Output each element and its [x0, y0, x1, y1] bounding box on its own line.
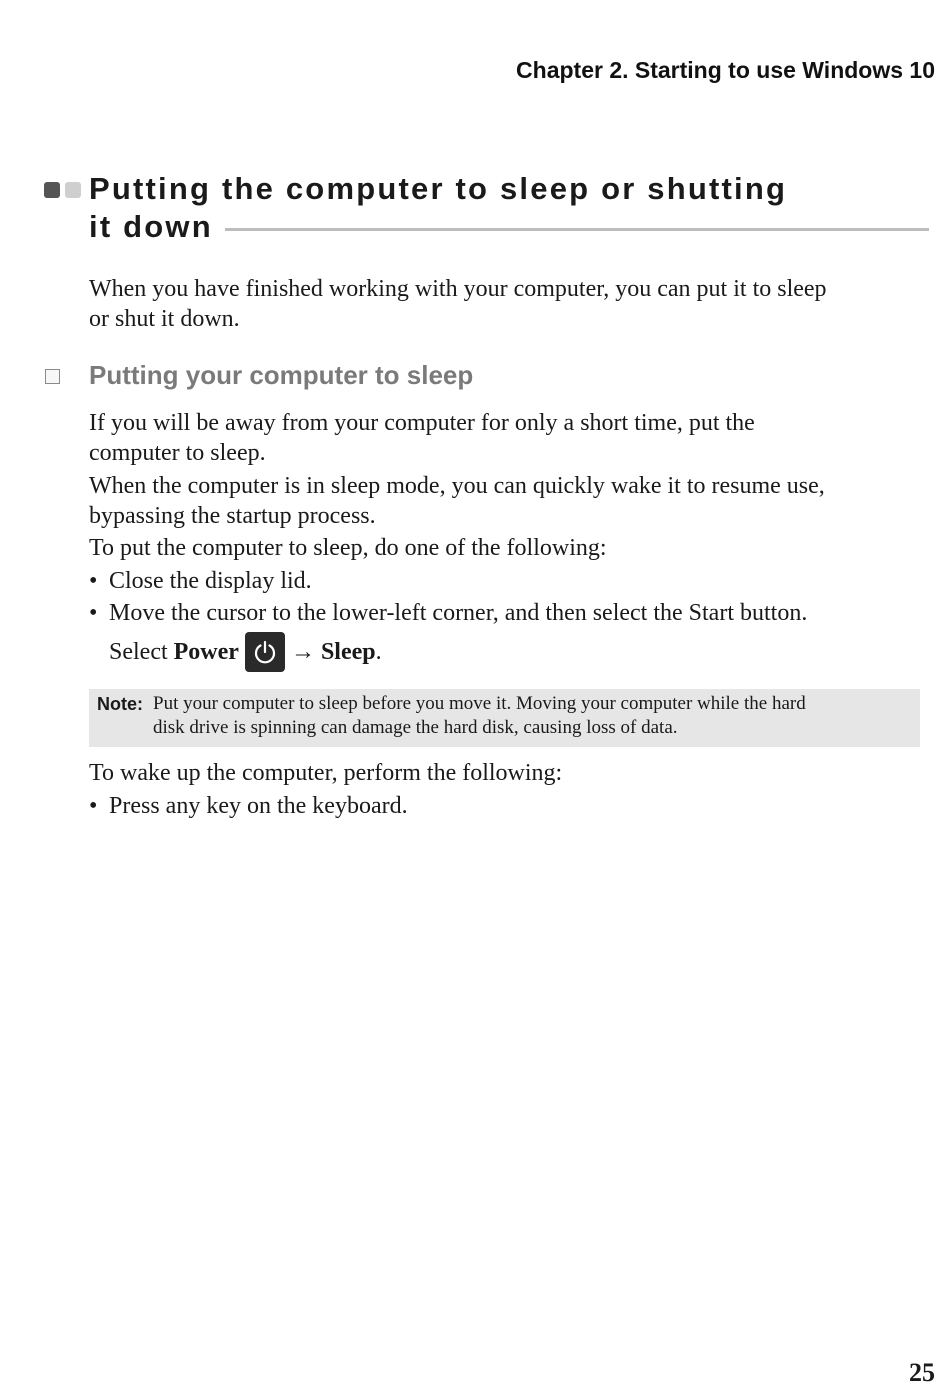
section-title-line2: it down: [89, 209, 213, 244]
intro-paragraph: When you have finished working with your computer, you can put it to sleep or shut it down.: [89, 276, 827, 332]
running-head: Chapter 2. Starting to use Windows 10: [516, 57, 935, 83]
subsection-marker-icon: [45, 369, 60, 384]
list-item: • Close the display lid.: [89, 568, 312, 594]
note-text: Put your computer to sleep before you move it. Moving your computer while the hard disk drive is spinning can damage the hard disk, causing loss of data.: [153, 693, 806, 738]
bullet-icon: •: [89, 568, 98, 594]
page-number: 25: [909, 1358, 935, 1387]
note-box: [89, 689, 920, 747]
wake-paragraph: To wake up the computer, perform the following:: [89, 760, 563, 786]
select-power-instruction: Select Power → Sleep .: [109, 632, 382, 672]
sleep-paragraph-3: To put the computer to sleep, do one of the following:: [89, 535, 607, 561]
title-rule: [225, 228, 929, 231]
subsection-heading: Putting your computer to sleep: [89, 360, 474, 390]
bullet-icon: •: [89, 793, 98, 819]
note-label: Note:: [97, 694, 143, 714]
arrow-icon: →: [290, 639, 315, 665]
section-title: [89, 170, 929, 246]
section-title-line1: Putting the computer to sleep or shutting: [89, 171, 788, 206]
power-icon: [245, 632, 285, 672]
list-item: • Move the cursor to the lower-left corner, and then select the Start button.: [89, 600, 808, 626]
bullet-icon: •: [89, 600, 98, 626]
sleep-paragraph-1: If you will be away from your computer for only a short time, put the computer to sleep.: [89, 410, 755, 466]
section-marker-icon: [44, 182, 84, 200]
sleep-paragraph-2: When the computer is in sleep mode, you can quickly wake it to resume use, bypassing the startup process.: [89, 473, 825, 529]
list-item: • Press any key on the keyboard.: [89, 793, 408, 819]
